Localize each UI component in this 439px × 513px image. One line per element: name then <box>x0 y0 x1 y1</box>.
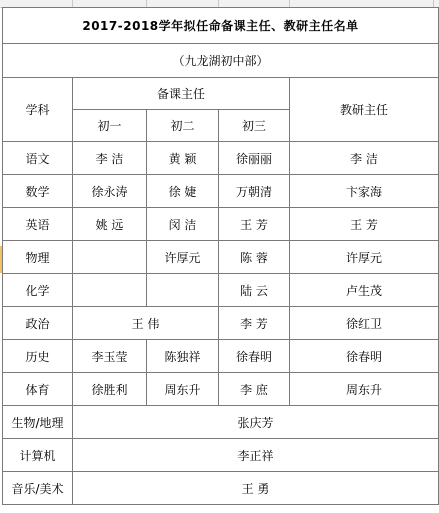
cell-grade-2[interactable]: 周东升 <box>147 373 219 406</box>
cell-grade-2[interactable]: 闵 洁 <box>147 208 219 241</box>
header-subject[interactable]: 学科 <box>3 78 73 142</box>
column-divider <box>72 0 73 7</box>
column-divider <box>289 0 290 7</box>
cell-grade-1[interactable] <box>73 274 147 307</box>
sheet-title[interactable]: 2017-2018学年拟任命备课主任、教研主任名单 <box>3 8 439 44</box>
cell-research[interactable]: 王 芳 <box>290 208 439 241</box>
table-row <box>3 472 439 505</box>
cell-subject[interactable]: 数学 <box>3 175 73 208</box>
cell-grade-3[interactable]: 陈 蓉 <box>219 241 290 274</box>
cell-merged-name[interactable]: 李正祥 <box>73 439 439 472</box>
column-divider <box>218 0 219 7</box>
cell-research[interactable]: 许厚元 <box>290 241 439 274</box>
cell-grade-1[interactable]: 徐胜利 <box>73 373 147 406</box>
cell-grade-2[interactable] <box>147 274 219 307</box>
cell-subject[interactable]: 音乐/美术 <box>3 472 73 505</box>
table-row <box>3 439 439 472</box>
cell-subject[interactable]: 历史 <box>3 340 73 373</box>
header-grade-2[interactable]: 初二 <box>147 110 219 142</box>
table-row <box>3 307 439 340</box>
cell-subject[interactable]: 计算机 <box>3 439 73 472</box>
sheet-subtitle[interactable]: （九龙湖初中部） <box>3 44 439 78</box>
cell-merged-name[interactable]: 王 勇 <box>73 472 439 505</box>
header-grade-3[interactable]: 初三 <box>219 110 290 142</box>
cell-grade-3[interactable]: 万朝清 <box>219 175 290 208</box>
header-prep-lead[interactable]: 备课主任 <box>73 78 290 110</box>
roster-table <box>2 7 439 505</box>
cell-research[interactable]: 李 洁 <box>290 142 439 175</box>
cell-subject[interactable]: 化学 <box>3 274 73 307</box>
cell-grade-1-2-merged[interactable]: 王 伟 <box>73 307 219 340</box>
cell-subject[interactable]: 体育 <box>3 373 73 406</box>
table-row <box>3 241 439 274</box>
cell-subject[interactable]: 英语 <box>3 208 73 241</box>
cell-research[interactable]: 卢生茂 <box>290 274 439 307</box>
cell-research[interactable]: 徐春明 <box>290 340 439 373</box>
cell-grade-3[interactable]: 李 芳 <box>219 307 290 340</box>
cell-grade-1[interactable] <box>73 241 147 274</box>
table-row <box>3 208 439 241</box>
cell-grade-2[interactable]: 许厚元 <box>147 241 219 274</box>
cell-grade-1[interactable]: 李玉莹 <box>73 340 147 373</box>
table-row <box>3 142 439 175</box>
column-divider <box>146 0 147 7</box>
cell-grade-3[interactable]: 陆 云 <box>219 274 290 307</box>
cell-grade-1[interactable]: 李 洁 <box>73 142 147 175</box>
header-grade-1[interactable]: 初一 <box>73 110 147 142</box>
cell-grade-3[interactable]: 李 庶 <box>219 373 290 406</box>
cell-subject[interactable]: 生物/地理 <box>3 406 73 439</box>
cell-research[interactable]: 周东升 <box>290 373 439 406</box>
cell-subject[interactable]: 物理 <box>3 241 73 274</box>
cell-grade-1[interactable]: 姚 远 <box>73 208 147 241</box>
table-row <box>3 340 439 373</box>
cell-grade-1[interactable]: 徐永涛 <box>73 175 147 208</box>
cell-grade-2[interactable]: 陈独祥 <box>147 340 219 373</box>
cell-subject[interactable]: 语文 <box>3 142 73 175</box>
table-row <box>3 406 439 439</box>
cell-grade-3[interactable]: 徐春明 <box>219 340 290 373</box>
table-row <box>3 373 439 406</box>
cell-merged-name[interactable]: 张庆芳 <box>73 406 439 439</box>
header-research-lead[interactable]: 教研主任 <box>290 78 439 142</box>
column-divider <box>433 0 434 7</box>
cell-subject[interactable]: 政治 <box>3 307 73 340</box>
cell-grade-3[interactable]: 王 芳 <box>219 208 290 241</box>
cell-grade-2[interactable]: 徐 婕 <box>147 175 219 208</box>
cell-grade-3[interactable]: 徐丽丽 <box>219 142 290 175</box>
cell-research[interactable]: 卞家海 <box>290 175 439 208</box>
table-row <box>3 274 439 307</box>
cell-research[interactable]: 徐红卫 <box>290 307 439 340</box>
cell-grade-2[interactable]: 黄 颖 <box>147 142 219 175</box>
table-row <box>3 175 439 208</box>
